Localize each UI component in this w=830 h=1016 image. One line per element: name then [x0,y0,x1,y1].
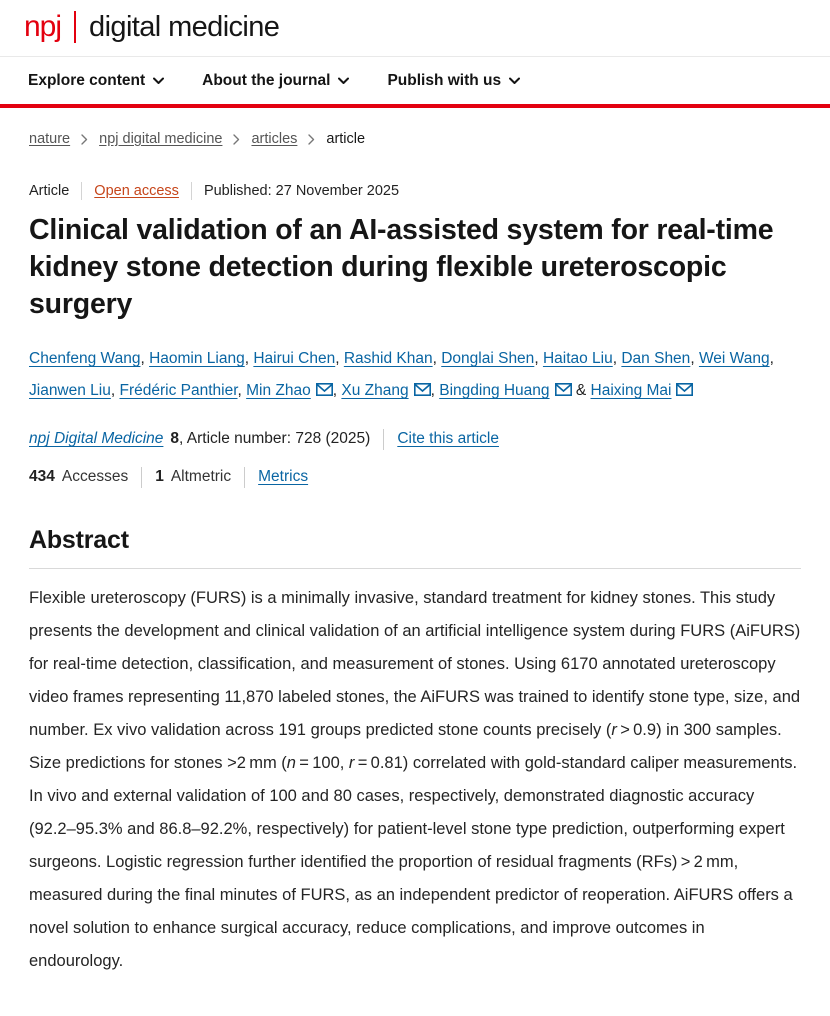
chevron-right-icon [308,134,315,145]
abstract-heading: Abstract [29,525,129,554]
chevron-down-icon [153,77,164,85]
primary-nav [0,57,830,108]
author-link[interactable]: Dan Shen [621,350,691,368]
abstract-italic-segment: r [611,720,617,739]
citation-row [29,429,801,450]
open-access-link[interactable]: Open access [94,183,179,199]
abstract-segment: = 0.81) correlated with gold-standard caliper measurements. In vivo and external validation of 100 and 80 cases, respectively, demonstrated diagnostic accuracy (92.2–95.3% and 86.8–92.2%, respectively) for patient-level stone type prediction, outperforming expert surgeons. Logistic regression further identified the proportion of residual fragments (RFs) > 2 mm, measured during the final minutes of FURS, as an independent predictor of reoperation. AiFURS offers a novel solution to enhance surgical accuracy, reduce complications, and improve outcomes in endourology. [29,753,798,970]
abstract-italic-segment: n [286,753,296,772]
logo-divider [74,11,76,43]
author-link[interactable]: Haitao Liu [542,350,613,368]
chevron-down-icon [338,77,349,85]
article-meta-row [29,182,801,200]
divider [141,467,142,488]
email-icon [555,383,572,396]
author-link[interactable]: Chenfeng Wang [29,350,141,368]
breadcrumb-link-nature[interactable]: nature [29,131,71,147]
author-link[interactable]: Jianwen Liu [29,382,111,400]
volume-number: 8 [170,430,180,448]
divider [191,182,192,200]
article-number-text: , Article number: 728 (2025) [179,430,371,448]
author-link[interactable]: Frédéric Panthier [119,382,238,400]
nav-item-label: About the journal [202,71,331,89]
breadcrumb-current: article [326,131,366,147]
article-type-label: Article [29,183,70,199]
abstract-section [29,526,801,978]
author-list: Chenfeng Wang, Haomin Liang, Hairui Chen, Rashid Khan, Donglai Shen, Haitao Liu, Dan Shen, Wei Wang, Jianwen Liu, Frédéric Panthier, Min Zhao , Xu Zhang , Bingding Huang & Haixing Mai [29,350,774,400]
nav-item-explore-content[interactable] [28,72,164,90]
chevron-right-icon [81,134,88,145]
metrics-row [29,467,801,488]
metrics-link[interactable]: Metrics [258,468,309,486]
abstract-segment: > 0.9) in 300 samples. Size predictions for stones >2 mm ( [29,720,782,772]
masthead [0,0,830,57]
author-link[interactable]: Haixing Mai [590,382,672,400]
section-rule [29,568,801,569]
npj-logo-text: npj [24,10,62,43]
nav-item-label: Publish with us [387,71,502,89]
altmetric-label: Altmetric [170,468,232,486]
author-link[interactable]: Bingding Huang [439,382,550,400]
divider [81,182,82,200]
email-icon [414,383,431,396]
article-page [0,131,830,988]
article-title: Clinical validation of an AI-assisted system for real-time kidney stone detection during flexible ureteroscopic surgery [29,214,774,321]
author-link[interactable]: Rashid Khan [343,350,433,368]
author-link[interactable]: Hairui Chen [253,350,336,368]
breadcrumb-link-articles[interactable]: articles [251,131,298,147]
abstract-text [29,582,801,978]
author-link[interactable]: Min Zhao [246,382,311,400]
author-link[interactable]: Haomin Liang [149,350,245,368]
email-icon [316,383,333,396]
abstract-segment: = 100, [295,753,349,772]
nav-item-about-the-journal[interactable] [202,72,349,90]
breadcrumb [29,131,801,147]
email-icon [676,383,693,396]
author-link[interactable]: Donglai Shen [441,350,535,368]
cite-this-article-link[interactable]: Cite this article [397,430,499,448]
published-date: Published: 27 November 2025 [203,183,400,199]
breadcrumb-link-npj-digital-medicine[interactable]: npj digital medicine [99,131,223,147]
chevron-down-icon [509,77,520,85]
site-header [0,0,830,108]
abstract-segment: Flexible ureteroscopy (FURS) is a minimally invasive, standard treatment for kidney stones. This study presents the development and clinical validation of an artificial intelligence system during FURS (AiFURS) for real-time detection, classification, and measurement of stones. Using 6170 annotated ureteroscopy video frames representing 11,870 labeled stones, the AiFURS was trained to identify stone type, size, and number. Ex vivo validation across 191 groups predicted stone counts precisely ( [29,588,801,739]
accesses-label: Accesses [61,468,129,486]
chevron-right-icon [233,134,240,145]
nav-item-label: Explore content [28,71,146,89]
divider [383,429,384,450]
journal-link[interactable]: npj Digital Medicine [29,430,164,448]
author-link[interactable]: Wei Wang [698,350,770,368]
abstract-italic-segment: r [348,753,355,772]
author-link[interactable]: Xu Zhang [341,382,409,400]
divider [244,467,245,488]
journal-name-text: digital medicine [89,10,280,43]
accesses-count: 434 [29,468,55,486]
nav-item-publish-with-us[interactable] [387,72,520,90]
altmetric-count: 1 [155,468,164,486]
journal-logo[interactable] [24,9,279,45]
